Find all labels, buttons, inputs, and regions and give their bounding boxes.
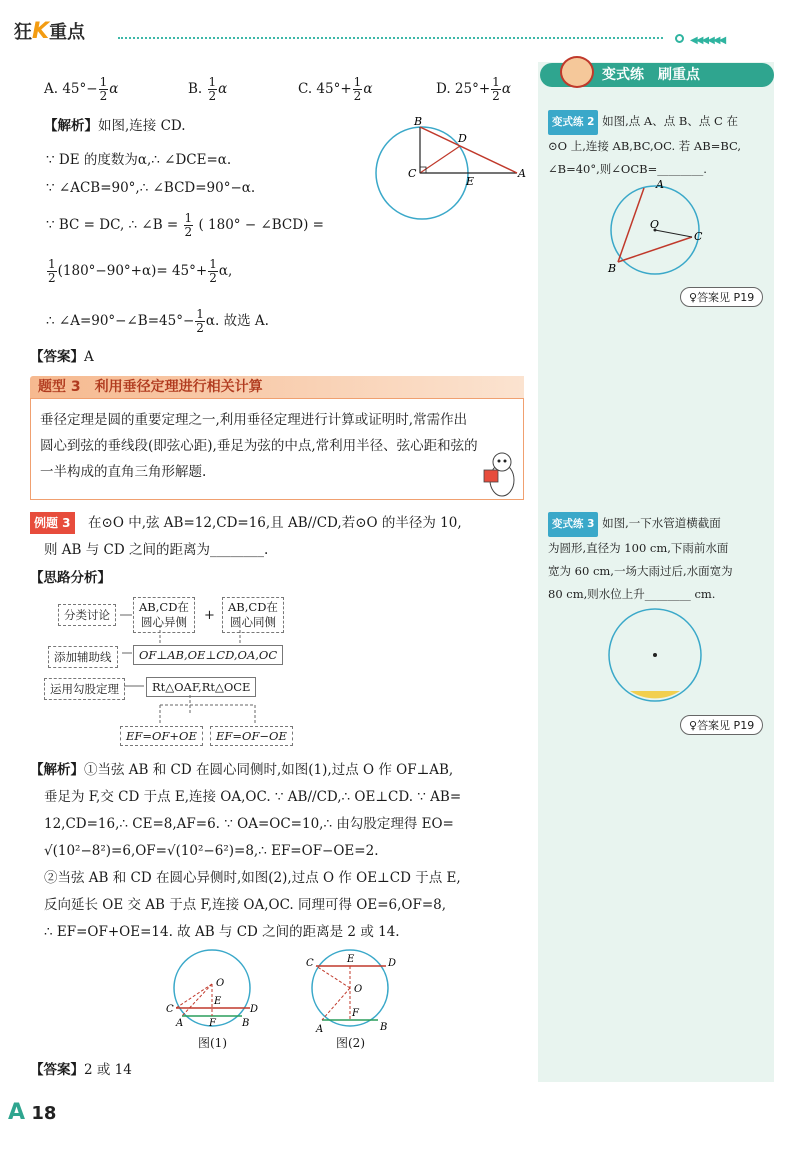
svg-text:C: C	[694, 230, 703, 243]
exercise-2-line-1: 如图,点 A、点 B、点 C 在	[602, 114, 738, 128]
analysis-label: 【解析】	[44, 118, 98, 134]
flow-add-lines: 添加辅助线	[48, 646, 118, 668]
exercise-3-line-2: 为圆形,直径为 100 cm,下雨前水面	[548, 541, 729, 555]
thinking-label	[30, 568, 111, 588]
alpha: α	[218, 81, 228, 97]
exercise-3-line-4: 80 cm,则水位上升________ cm.	[548, 587, 716, 601]
page-number	[8, 1100, 56, 1125]
option-a-text: A. 45°−	[44, 81, 98, 97]
answer-link-2-label: 答案见 P19	[697, 291, 755, 304]
header-arrows-icon: ◀◀◀◀◀◀	[675, 34, 724, 46]
analysis-1-line-5	[46, 308, 269, 335]
answer-link-3[interactable]	[680, 715, 763, 735]
answer-1	[30, 347, 94, 367]
flow-classify: 分类讨论	[58, 604, 116, 626]
svg-text:F: F	[352, 1008, 359, 1019]
svg-text:F: F	[209, 1018, 216, 1029]
answer-link-3-label: 答案见 P19	[697, 719, 755, 732]
analysis-2-line-5: ②当弦 AB 和 CD 在圆心异侧时,如图(2),过点 O 作 OE⊥CD 于点 E,	[44, 870, 461, 886]
exercise-2-tag: 变式练 2	[548, 110, 598, 135]
header-dotted-line	[118, 37, 663, 39]
page-number-icon: A	[8, 1100, 26, 1125]
svg-text:C: C	[408, 167, 417, 180]
analysis-1-line-4	[46, 258, 232, 285]
svg-text:D: D	[388, 958, 397, 969]
fraction: $\frac{1}{2}$	[492, 75, 500, 103]
option-c-text: C. 45°+	[298, 81, 352, 97]
fraction: $\frac{1}{2}$	[48, 257, 56, 285]
type-3-text: 垂径定理是圆的重要定理之一,利用垂径定理进行计算或证明时,常需作出圆心到弦的垂线段(即弦心距),垂足为弦的中点,常利用半径、弦心距和弦的一半构成的直角三角形解题.	[40, 412, 478, 480]
analysis-1-line-4a: (180°−90°+α)= 45°+	[57, 263, 208, 279]
option-a	[44, 76, 118, 103]
analysis-2-line-1: ①当弦 AB 和 CD 在圆心同侧时,如图(1),过点 O 作 OF⊥AB,	[84, 762, 454, 778]
flowchart-connectors	[40, 595, 300, 730]
figure-1-caption: 图(1)	[198, 1036, 227, 1050]
svg-text:D: D	[250, 1004, 259, 1015]
svg-text:B: B	[242, 1018, 250, 1029]
analysis-label: 【解析】	[30, 762, 84, 778]
analysis-2-line-3: 12,CD=16,∴ CE=8,AF=6. ∵ OA=OC=10,∴ 由勾股定理得 EO=	[44, 816, 454, 832]
sidebar-exercise-2	[548, 110, 770, 181]
alpha: α	[363, 81, 373, 97]
flow-opposite-line-2: 圆心异侧	[140, 615, 187, 629]
answer-2	[30, 1060, 132, 1080]
type-3-heading: 题型 3 利用垂径定理进行相关计算	[30, 376, 524, 398]
svg-text:O: O	[650, 218, 660, 231]
thinking-label-text: 【思路分析】	[30, 570, 111, 586]
example-3-text-1: 在⊙O 中,弦 AB=12,CD=16,且 AB//CD,若⊙O 的半径为 10,	[88, 515, 462, 531]
sidebar-header: 变式练 刷重点	[540, 63, 774, 87]
exercise-3-line-3: 宽为 60 cm,一场大雨过后,水面宽为	[548, 564, 733, 578]
alpha: α	[501, 81, 511, 97]
mascot-icon	[560, 56, 594, 88]
option-d-text: D. 25°+	[436, 81, 491, 97]
analysis-1-line-5b: α. 故选 A.	[205, 313, 269, 329]
fraction: $\frac{1}{2}$	[353, 75, 362, 103]
svg-text:O: O	[354, 984, 363, 995]
example-3-line-2: 则 AB 与 CD 之间的距离为________.	[44, 542, 269, 558]
flow-right-triangles: Rt△OAF,Rt△OCE	[146, 677, 256, 697]
alpha: α	[109, 81, 119, 97]
analysis-2	[30, 757, 525, 946]
example-3-line-1	[30, 512, 462, 534]
logo-text-k: K	[32, 19, 50, 44]
answer-2-value: 2 或 14	[84, 1062, 132, 1078]
svg-text:D: D	[458, 132, 467, 145]
analysis-2-line-4: √(10²−8²)=6,OF=√(10²−6²)=8,∴ EF=OF−OE=2.	[44, 843, 379, 859]
analysis-1-intro-text: 如图,连接 CD.	[98, 118, 186, 134]
svg-text:C: C	[166, 1004, 174, 1015]
analysis-1-line-1: ∵ DE 的度数为α,∴ ∠DCE=α.	[46, 152, 232, 168]
option-d	[436, 76, 511, 103]
analysis-2-line-7: ∴ EF=OF+OE=14. 故 AB 与 CD 之间的距离是 2 或 14.	[44, 924, 400, 940]
svg-text:A: A	[316, 1024, 324, 1035]
analysis-1-figure	[372, 115, 532, 225]
flow-pythagoras: 运用勾股定理	[44, 678, 125, 700]
answer-1-value: A	[84, 349, 94, 365]
flow-same-line-2: 圆心同侧	[229, 615, 276, 629]
figure-2-caption: 图(2)	[336, 1036, 365, 1050]
sidebar-exercise-3	[548, 512, 770, 606]
svg-text:E: E	[347, 954, 355, 965]
analysis-1-line-2: ∵ ∠ACB=90°,∴ ∠BCD=90°−α.	[46, 180, 256, 196]
analysis-1-intro	[44, 116, 186, 136]
svg-text:E: E	[466, 175, 475, 188]
svg-text:B: B	[608, 262, 617, 275]
pin-icon: ♀	[689, 719, 698, 732]
exercise-3-line-1: 如图,一下水管道横截面	[602, 516, 721, 530]
analysis-1-line-3a: ∵ BC = DC, ∴ ∠B =	[46, 217, 179, 233]
fraction: $\frac{1}{2}$	[184, 211, 193, 239]
fraction: $\frac{1}{2}$	[99, 75, 108, 103]
svg-text:B: B	[380, 1022, 388, 1033]
analysis-2-line-2: 垂足为 F,交 CD 于点 E,连接 OA,OC. ∵ AB//CD,∴ OE⊥CD. ∵ AB=	[44, 789, 462, 805]
brand-logo	[14, 18, 85, 44]
exercise-3-figure	[600, 605, 710, 705]
exercise-2-line-2: ⊙O 上,连接 AB,BC,OC. 若 AB=BC,	[548, 139, 742, 153]
exercise-2-figure	[600, 180, 710, 280]
analysis-1-line-5a: ∴ ∠A=90°−∠B=45°−	[46, 313, 195, 329]
flow-plus: +	[204, 608, 215, 623]
analysis-2-line-6: 反向延长 OE 交 AB 于点 F,连接 OA,OC. 同理可得 OE=6,OF=8,	[44, 897, 447, 913]
svg-text:A: A	[656, 180, 664, 191]
fraction: $\frac{1}{2}$	[208, 75, 217, 103]
svg-text:A: A	[518, 167, 526, 180]
figure-1	[162, 948, 272, 1038]
pin-icon: ♀	[689, 291, 698, 304]
flow-ef-sum: EF=OF+OE	[120, 726, 203, 746]
analysis-1-line-4b: α,	[218, 263, 233, 279]
logo-text-post: 重点	[49, 22, 86, 43]
figure-2	[300, 948, 410, 1038]
option-b	[188, 76, 227, 103]
answer-label: 【答案】	[30, 349, 84, 365]
analysis-1-line-3b: ( 180° − ∠BCD) =	[198, 217, 324, 233]
flow-same-line-1: AB,CD在	[228, 600, 278, 614]
svg-text:B: B	[414, 115, 423, 128]
logo-text-pre: 狂	[14, 22, 32, 43]
svg-text:E: E	[214, 996, 222, 1007]
page-number-value: 18	[31, 1103, 57, 1124]
svg-text:O: O	[216, 978, 225, 989]
analysis-1-line-3	[46, 212, 324, 239]
flow-opposite-line-1: AB,CD在	[139, 600, 189, 614]
answer-link-2[interactable]	[680, 287, 763, 307]
option-b-text: B.	[188, 81, 207, 97]
svg-text:C: C	[306, 958, 314, 969]
mascot-reading-icon	[478, 448, 522, 498]
answer-label: 【答案】	[30, 1062, 84, 1078]
option-c	[298, 76, 372, 103]
fraction: $\frac{1}{2}$	[209, 257, 217, 285]
flow-auxiliary-lines: OF⊥AB,OE⊥CD,OA,OC	[133, 645, 283, 665]
svg-text:A: A	[176, 1018, 184, 1029]
fraction: $\frac{1}{2}$	[196, 307, 204, 335]
exercise-3-tag: 变式练 3	[548, 512, 598, 537]
exercise-2-line-3: ∠B=40°,则∠OCB=________.	[548, 162, 707, 176]
example-3-tag: 例题 3	[30, 512, 75, 534]
flow-ef-diff: EF=OF−OE	[210, 726, 293, 746]
